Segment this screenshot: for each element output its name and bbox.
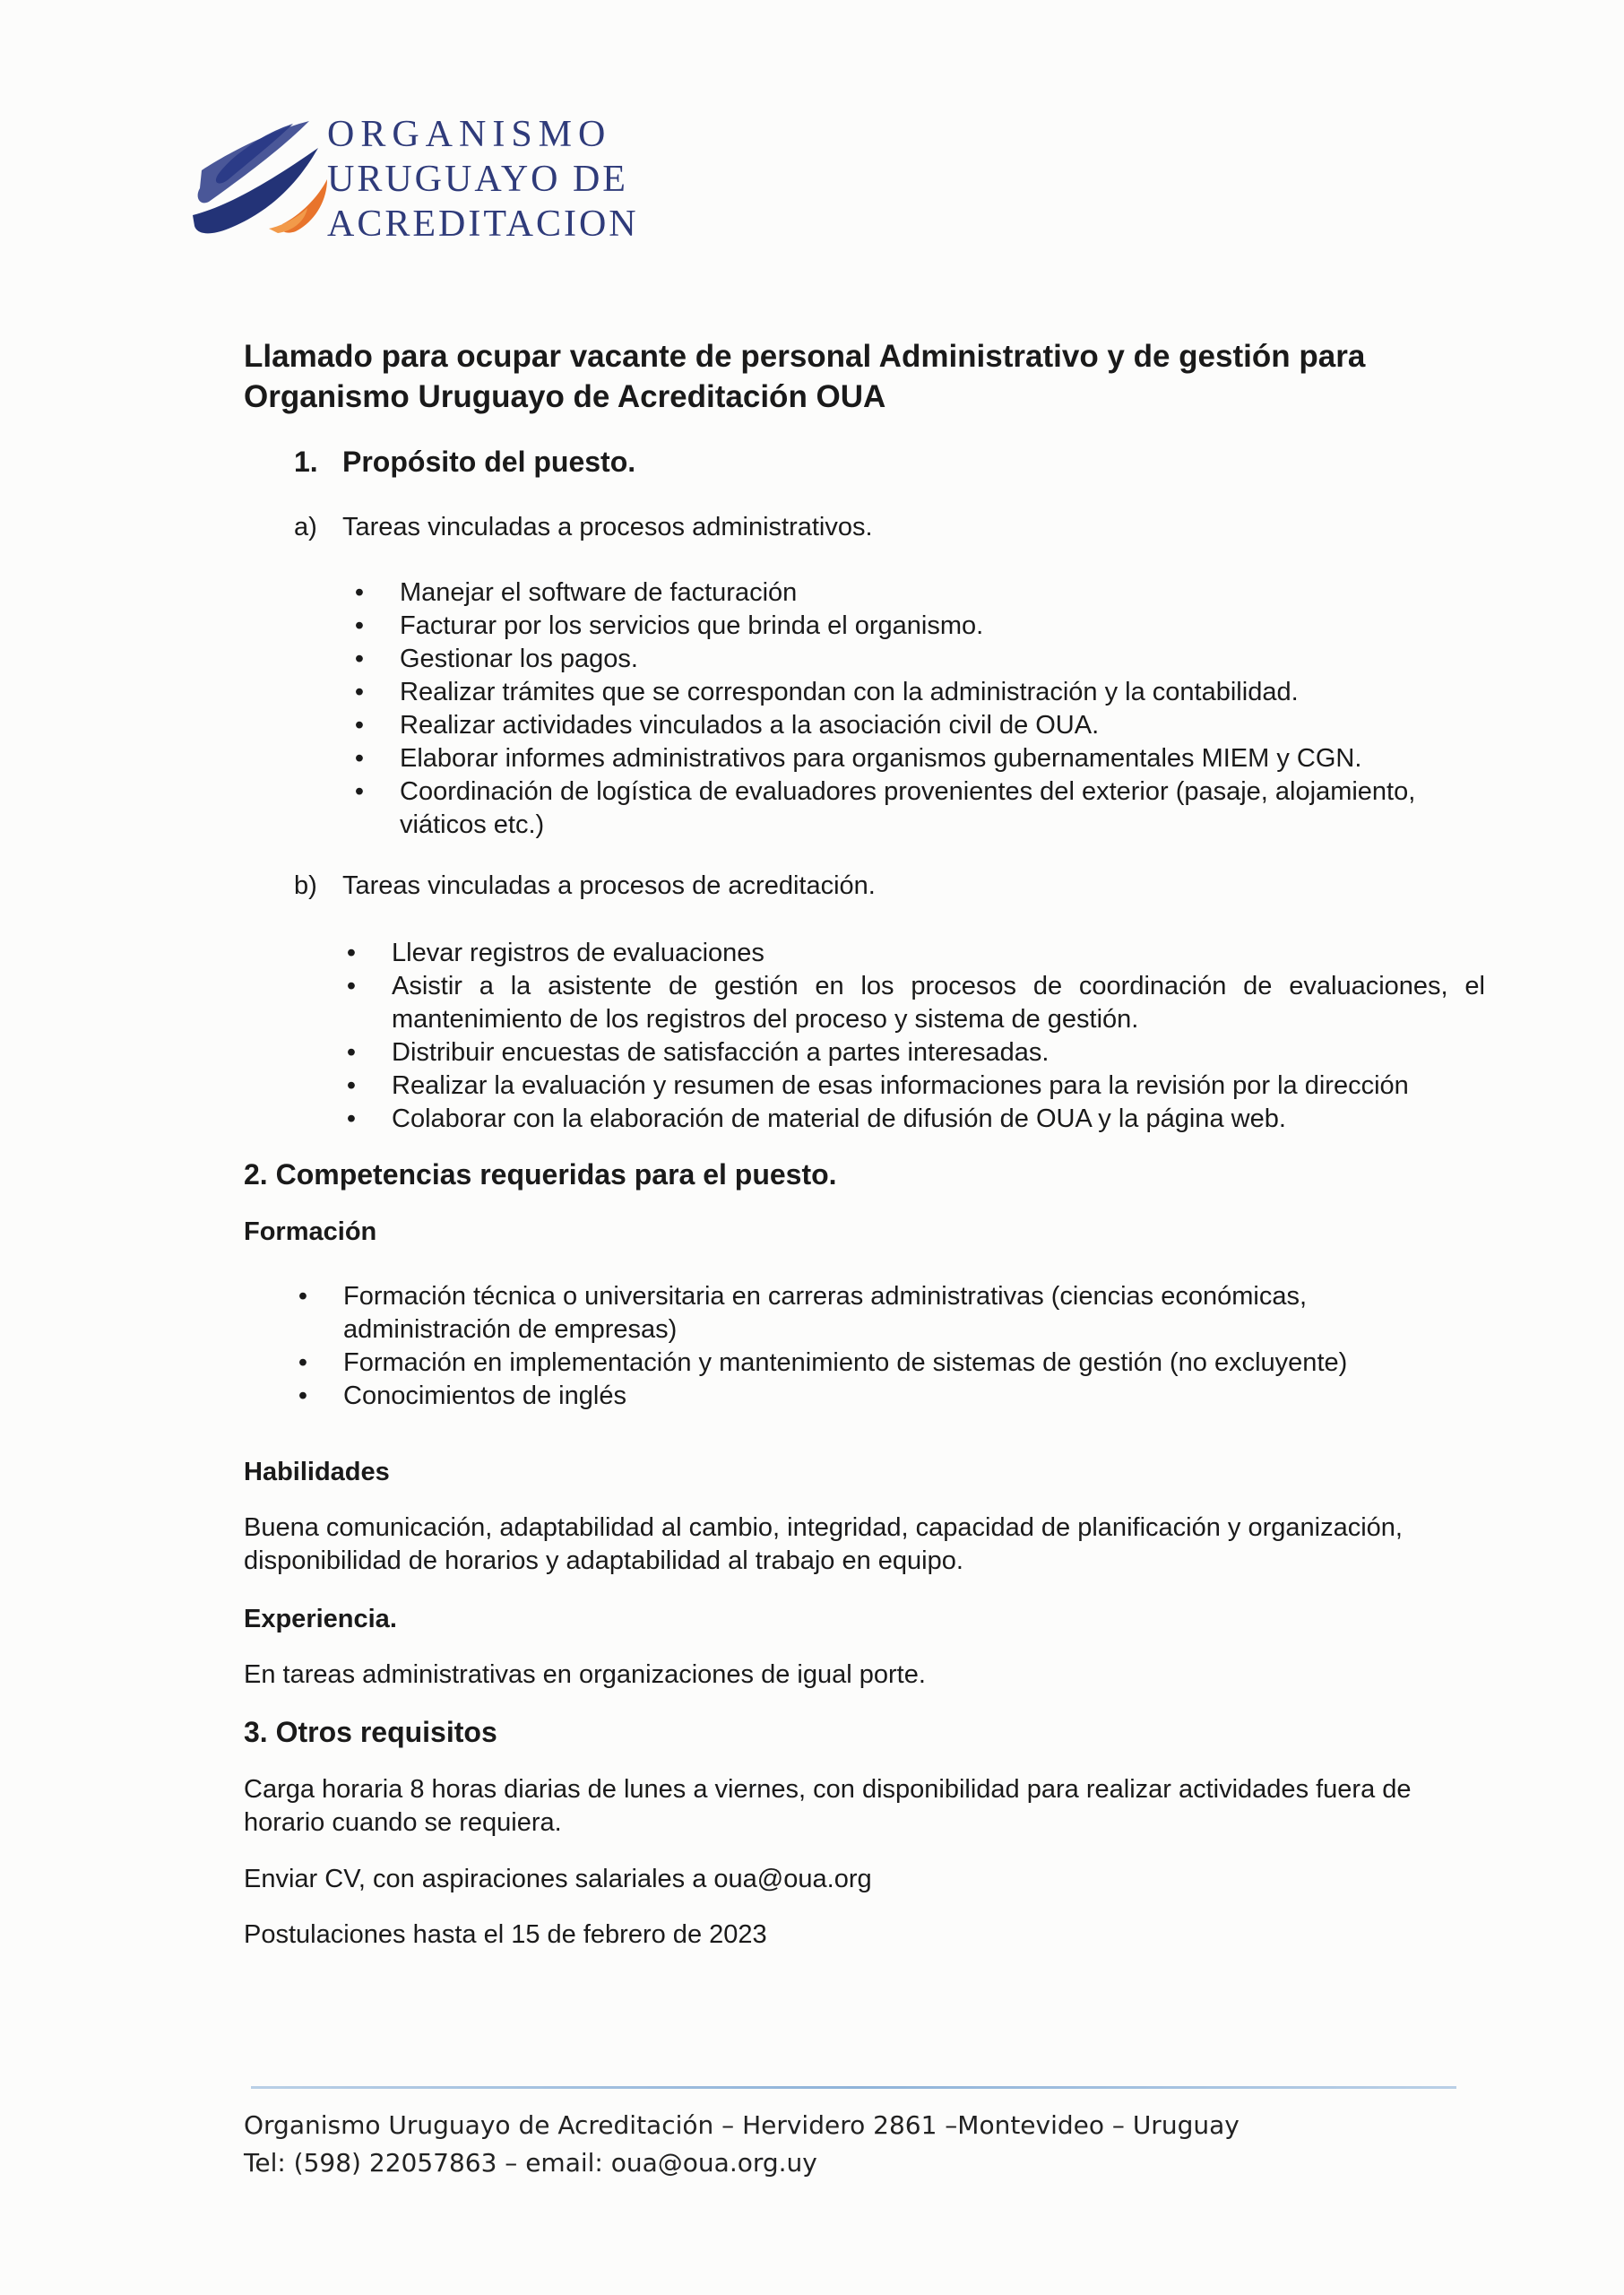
footer-contact: Tel: (598) 22057863 – email: oua@oua.org.uy (244, 2148, 817, 2178)
logo-line: ACREDITACION (327, 204, 639, 245)
list-item: • Colaborar con la elaboración de material de difusión de OUA y la página web. (346, 1104, 1286, 1133)
logo-line: URUGUAYO DE (327, 159, 628, 200)
list-item: • Realizar actividades vinculados a la asociación civil de OUA. (354, 711, 1100, 740)
list-item: • Manejar el software de facturación (354, 578, 798, 607)
workload-text: Carga horaria 8 horas diarias de lunes a viernes, con disponibilidad para realizar actividades fuera de horario cuando se requiera. (244, 1775, 1412, 1837)
document-title (244, 336, 1499, 417)
list-item: • Formación en implementación y mantenimiento de sistemas de gestión (no excluyente) (298, 1348, 1348, 1377)
list-item: • Realizar la evaluación y resumen de esas informaciones para la revisión por la dirección (346, 1071, 1409, 1100)
section-1-heading: 1. Propósito del puesto. (294, 446, 636, 478)
footer-divider (251, 2086, 1456, 2089)
list-item: • Conocimientos de inglés (298, 1381, 626, 1410)
section-3-heading: 3. Otros requisitos (244, 1716, 497, 1748)
title-line-2: Organismo Uruguayo de Acreditación OUA (244, 379, 886, 414)
formacion-list (298, 1280, 1446, 1413)
title-line-1: Llamado para ocupar vacante de personal Administrativo y de gestión para (244, 339, 1366, 374)
list-item: • Gestionar los pagos. (354, 645, 638, 673)
habilidades-text: Buena comunicación, adaptabilidad al cambio, integridad, capacidad de planificación y organización, disponibilidad de horarios y adaptabilidad al trabajo en equipo. (244, 1513, 1403, 1575)
subsection-b-heading: b) Tareas vinculadas a procesos de acreditación. (294, 871, 876, 900)
admin-tasks-list (354, 576, 1493, 842)
habilidades-heading: Habilidades (244, 1458, 390, 1486)
deadline-text: Postulaciones hasta el 15 de febrero de 2023 (244, 1920, 767, 1949)
experiencia-text: En tareas administrativas en organizaciones de igual porte. (244, 1660, 926, 1689)
list-item: • Facturar por los servicios que brinda el organismo. (354, 611, 984, 640)
subsection-a-heading: a) Tareas vinculadas a procesos administrativos. (294, 513, 873, 541)
section-2-heading: 2. Competencias requeridas para el puesto. (244, 1158, 837, 1191)
footer (244, 2107, 1240, 2182)
list-item: • Elaborar informes administrativos para organismos gubernamentales MIEM y CGN. (354, 744, 1362, 773)
list-item: • Llevar registros de evaluaciones (346, 939, 764, 967)
list-item: • Coordinación de logística de evaluadores provenientes del exterior (pasaje, alojamiento, viáticos etc.) (354, 777, 1416, 839)
logo-wordmark (327, 112, 639, 247)
footer-address: Organismo Uruguayo de Acreditación – Hervidero 2861 –Montevideo – Uruguay (244, 2110, 1240, 2140)
list-item: • Formación técnica o universitaria en carreras administrativas (ciencias económicas, administración de empresas) (298, 1282, 1308, 1344)
logo-line: ORGANISMO (327, 114, 612, 155)
list-item: • Realizar trámites que se correspondan con la administración y la contabilidad. (354, 678, 1299, 706)
accreditation-tasks-list (346, 937, 1485, 1136)
experiencia-heading: Experiencia. (244, 1605, 397, 1633)
list-item: • Distribuir encuestas de satisfacción a partes interesadas. (346, 1038, 1050, 1067)
list-item: • Asistir a la asistente de gestión en los procesos de coordinación de evaluaciones, el mantenimiento de los registros del proceso y sistema de gestión. (346, 972, 1485, 1034)
formacion-heading: Formación (244, 1217, 377, 1246)
send-cv-text: Enviar CV, con aspiraciones salariales a oua@oua.org (244, 1865, 872, 1893)
